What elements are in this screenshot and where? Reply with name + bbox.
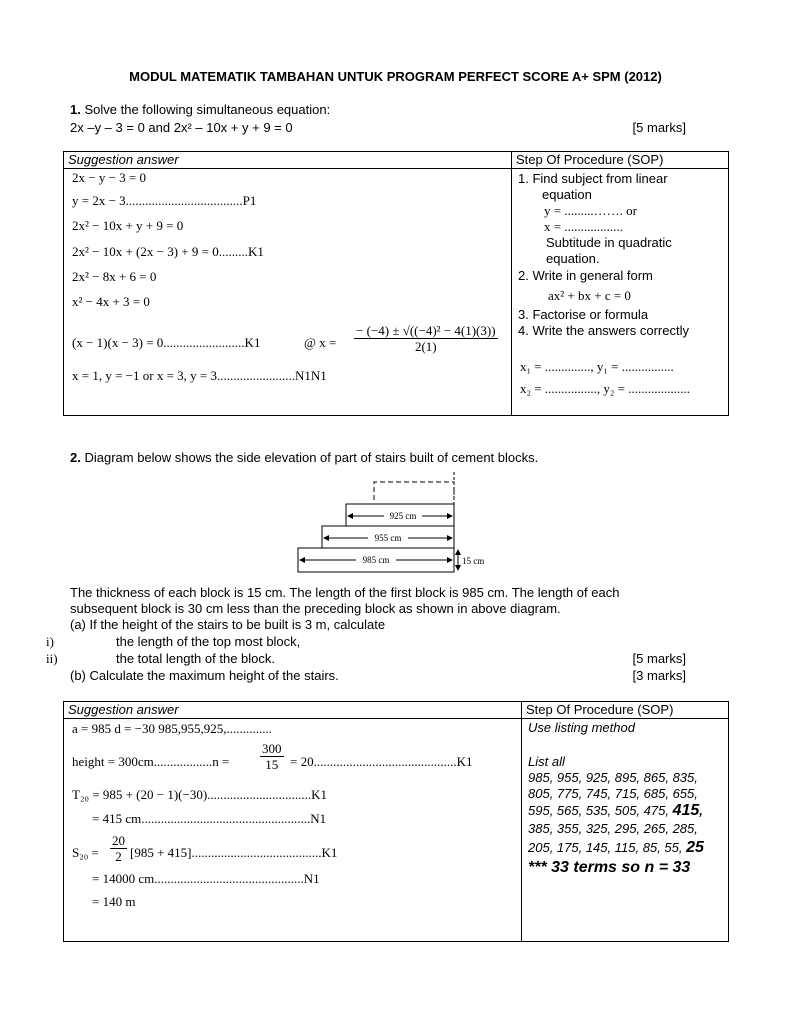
q2-sub-i: the length of the top most block, [116, 634, 301, 649]
q2-marks-a: [5 marks] [632, 651, 686, 666]
stairs-svg [296, 470, 496, 580]
q2-marks-b: [3 marks] [632, 668, 686, 683]
q1-line: 2x² − 10x + y + 9 = 0 [72, 218, 184, 233]
sop-step: equation. [546, 251, 600, 266]
sop-conclusion: *** 33 terms so n = 33 [528, 859, 691, 876]
sop-seq-1: 985, 955, 925, 895, 865, 835, [528, 770, 698, 785]
sop-seq-2: 805, 775, 745, 715, 685, 655, [528, 786, 698, 801]
q1-line: 2x² − 10x + (2x − 3) + 9 = 0.........K1 [72, 244, 264, 259]
quadratic-denominator: 2(1) [414, 339, 437, 354]
q1-sop-body [512, 169, 728, 415]
q2-sub-ii-num: ii) [46, 651, 58, 666]
quadratic-fraction [354, 323, 498, 354]
label-985: 985 cm [362, 555, 390, 565]
q2-line: [985 + 415]........................................K1 [130, 845, 338, 860]
q1-line: 2x² − 8x + 6 = 0 [72, 269, 157, 284]
q2-line: T₂₀ = 985 + (20 − 1)(−30)................................K1 [72, 787, 328, 802]
q1-line: @ x = [304, 335, 337, 350]
sum-denominator: 2 [115, 849, 122, 864]
q2-sop-body [522, 719, 728, 941]
q2-sub-ii: the total length of the block. [116, 651, 275, 666]
q1-marks: [5 marks] [632, 120, 686, 135]
label-15cm: 15 cm [462, 556, 485, 566]
q1-answer-table [63, 151, 729, 416]
q1-number: 1. [70, 102, 81, 117]
sop-seq-5a: 205, 175, 145, 115, 85, 55, [528, 840, 687, 855]
sop-method: Use listing method [528, 720, 635, 735]
sop-step: x₁ = .............., y₁ = ................ [520, 359, 674, 374]
sop-seq-3a: 595, 565, 535, 505, 475, [528, 803, 673, 818]
sum-frac [110, 833, 127, 864]
q2-sop-header: Step Of Procedure (SOP) [522, 702, 729, 719]
q2-number: 2. [70, 450, 81, 465]
q1-prompt-text: Solve the following simultaneous equation: [84, 102, 331, 117]
q1-sop-header: Step Of Procedure (SOP) [512, 152, 729, 169]
sop-seq-5b: 25 [686, 839, 704, 856]
height-fraction [260, 741, 284, 772]
q2-answer-table [63, 701, 729, 942]
q2-sub-i-num: i) [46, 634, 54, 649]
sop-step: x = .................. [544, 219, 623, 234]
q2-line: = 14000 cm..............................................N1 [92, 871, 320, 886]
sop-seq-5 [528, 839, 704, 857]
q2-answer-body [64, 719, 521, 941]
q1-prompt [70, 102, 330, 117]
quadratic-formula [354, 323, 498, 354]
sum-fraction [110, 833, 127, 864]
q1-answer-body [64, 169, 511, 415]
sop-seq-3b: 415 [672, 802, 700, 819]
q2-part-a: (a) If the height of the stairs to be built is 3 m, calculate [70, 617, 386, 632]
page-title: MODUL MATEMATIK TAMBAHAN UNTUK PROGRAM PERFECT SCORE A+ SPM (2012) [129, 69, 662, 84]
q2-line: height = 300cm..................n = [72, 754, 230, 769]
q2-line: S₂₀ = [72, 845, 99, 860]
height-frac [260, 741, 284, 772]
q1-answer-header: Suggestion answer [64, 152, 512, 169]
q2-answer-header: Suggestion answer [64, 702, 522, 719]
quadratic-numerator: − (−4) ± √((−4)² − 4(1)(3)) [356, 323, 496, 338]
q2-line: a = 985 d = −30 985,955,925,.............. [72, 721, 273, 736]
sop-seq-4: 385, 355, 325, 295, 265, 285, [528, 821, 698, 836]
q1-line: x² − 4x + 3 = 0 [72, 294, 150, 309]
q2-line: = 20............................................K1 [290, 754, 473, 769]
sop-step: 2. Write in general form [518, 268, 653, 283]
height-denominator: 15 [265, 757, 279, 772]
q1-line: 2x − y − 3 = 0 [72, 170, 146, 185]
sop-step: ax² + bx + c = 0 [548, 288, 631, 303]
sop-step: y = .........……. or [544, 203, 637, 218]
q1-line: (x − 1)(x − 3) = 0.........................K1 [72, 335, 261, 350]
q2-part-b: (b) Calculate the maximum height of the stairs. [70, 668, 339, 683]
sop-step: 1. Find subject from linear [518, 171, 668, 186]
q1-equation: 2x –y – 3 = 0 and 2x² – 10x + y + 9 = 0 [70, 120, 293, 135]
sop-step: equation [542, 187, 592, 202]
sop-step: 4. Write the answers correctly [518, 323, 689, 338]
sop-step: Subtitude in quadratic [546, 235, 672, 250]
stairs-diagram [296, 470, 496, 580]
sum-numerator: 20 [112, 833, 125, 848]
q2-prompt [70, 450, 538, 465]
q2-text-2: subsequent block is 30 cm less than the preceding block as shown in above diagram. [70, 601, 561, 616]
q2-line: = 415 cm....................................................N1 [92, 811, 327, 826]
q2-text-1: The thickness of each block is 15 cm. The length of the first block is 985 cm. The length of each [70, 585, 620, 600]
label-925: 925 cm [389, 511, 417, 521]
top-dashed-block [374, 482, 454, 500]
q1-line: x = 1, y = −1 or x = 3, y = 3........................N1N1 [72, 368, 327, 383]
sop-step: 3. Factorise or formula [518, 307, 649, 322]
sop-seq-3c: , [699, 803, 703, 818]
height-numerator: 300 [262, 741, 282, 756]
sop-step: x₂ = ................, y₂ = ................... [520, 381, 690, 396]
sop-seq-3 [528, 802, 703, 820]
q2-line: = 140 m [92, 894, 136, 909]
sop-list-all: List all [528, 754, 565, 769]
q2-prompt-text: Diagram below shows the side elevation of part of stairs built of cement blocks. [84, 450, 539, 465]
label-955: 955 cm [374, 533, 402, 543]
q1-line: y = 2x − 3....................................P1 [72, 193, 257, 208]
